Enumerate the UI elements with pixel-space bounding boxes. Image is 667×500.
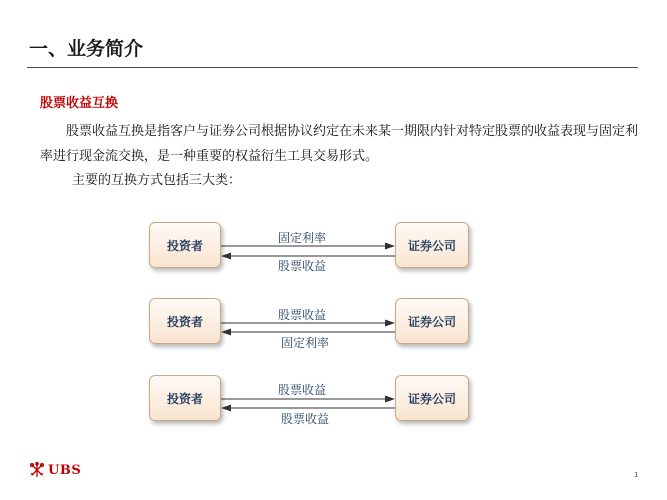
flow-label-to-right: 股票收益 [278,308,327,322]
title-divider [27,67,638,68]
flow-label-to-left: 股票收益 [278,259,327,273]
description-paragraph: 股票收益互换是指客户与证券公司根据协议约定在未来某一期限内针对特定股票的收益表现与固定利率进行现金流交换，是一种重要的权益衍生工具交易形式。 [40,124,639,164]
investor-box: 投资者 [149,222,221,268]
flow-label-to-right: 固定利率 [278,231,327,245]
ubs-keys-icon [29,462,45,478]
page-number: 1 [634,471,639,479]
intro-text: 主要的互换方式包括三大类： [72,173,242,188]
flow-label-to-left: 股票收益 [281,412,330,426]
securities-company-box: 证券公司 [395,222,469,268]
investor-box: 投资者 [149,375,221,421]
ubs-logo [29,462,81,478]
flow-label-to-left: 固定利率 [281,336,330,350]
page-title: 一、业务简介 [29,38,144,60]
investor-box: 投资者 [149,298,221,344]
logo-text: UBS [48,462,82,478]
section-heading: 股票收益互换 [40,96,119,111]
securities-company-box: 证券公司 [395,375,469,421]
securities-company-box: 证券公司 [395,298,469,344]
flow-label-to-right: 股票收益 [278,383,327,397]
